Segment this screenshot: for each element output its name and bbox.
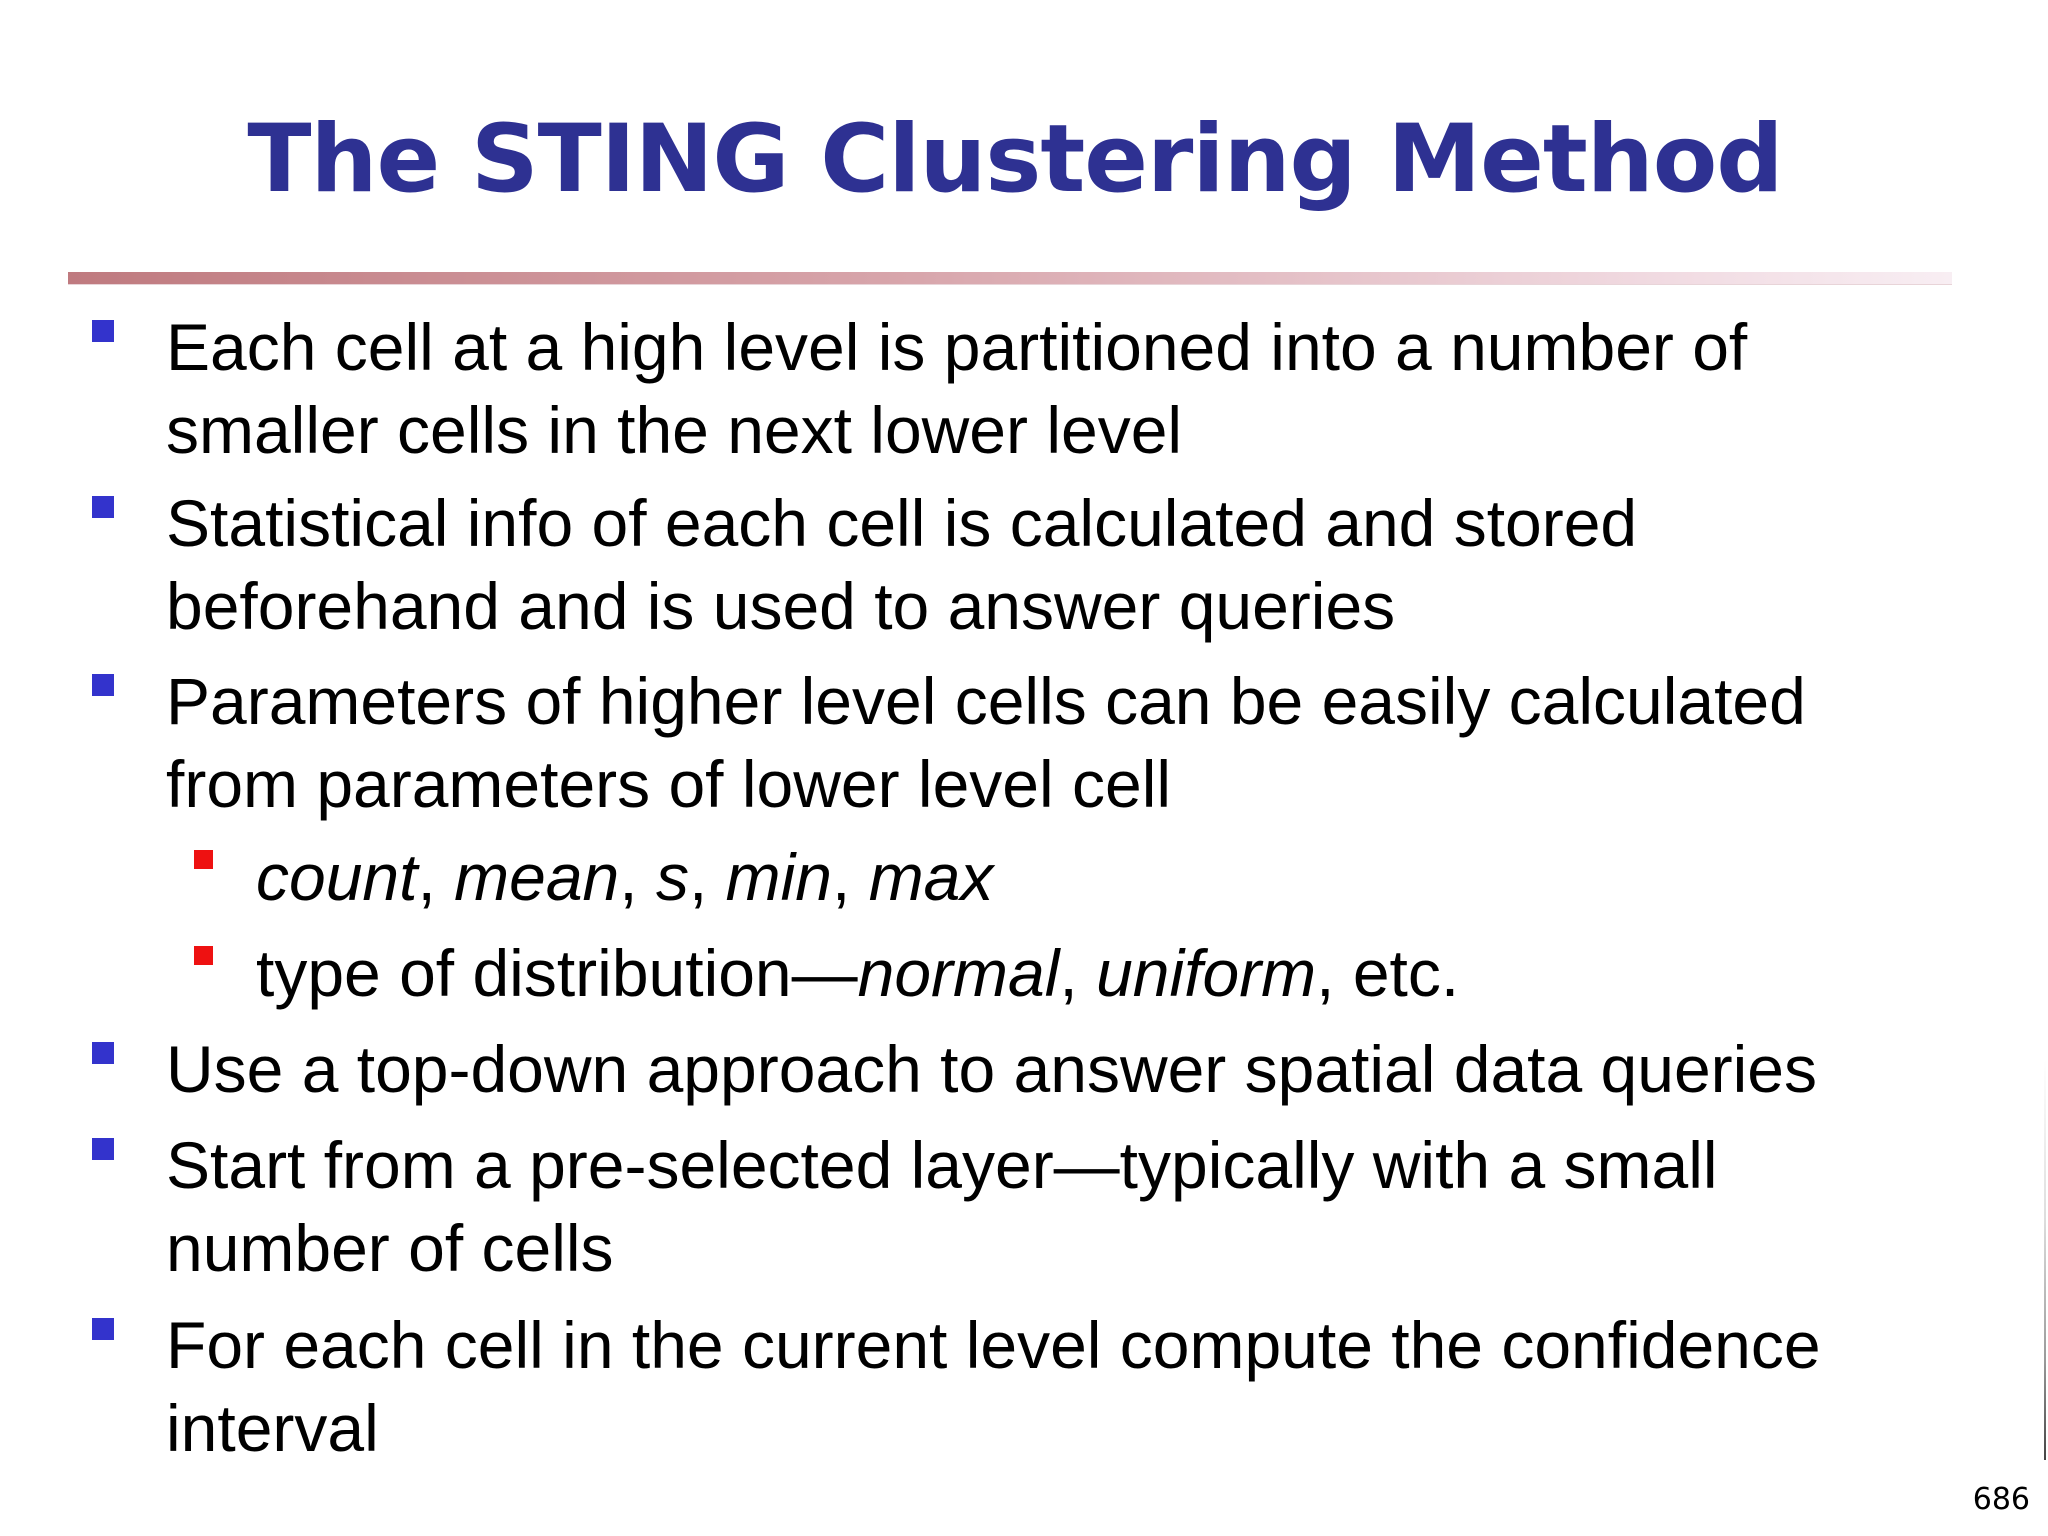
bullet-item: [166, 1028, 1926, 1111]
separator: ,: [688, 840, 726, 914]
square-sub-bullet-icon: [194, 946, 213, 965]
parameter-max: max: [868, 840, 994, 914]
parameter-s: s: [655, 840, 689, 914]
bullet-text: For each cell in the current level compute the confidence interval: [166, 1308, 1821, 1465]
slide-title: The STING Clustering Method: [247, 105, 1783, 214]
bullet-text: Statistical info of each cell is calculated and stored beforehand and is used to answer queries: [166, 486, 1638, 643]
distribution-label: type of distribution—: [256, 936, 858, 1010]
bullet-item: [166, 482, 1926, 648]
square-bullet-icon: [92, 496, 114, 518]
distribution-etc: , etc.: [1316, 936, 1460, 1010]
bullet-text: Start from a pre-selected layer—typically with a small number of cells: [166, 1128, 1718, 1285]
distribution-uniform: uniform: [1096, 936, 1317, 1010]
separator: ,: [417, 840, 455, 914]
square-sub-bullet-icon: [194, 850, 213, 869]
parameter-mean: mean: [454, 840, 620, 914]
bullet-text: Parameters of higher level cells can be easily calculated from parameters of lower level cell: [166, 664, 1806, 821]
edge-divider: [2044, 1060, 2046, 1460]
square-bullet-icon: [92, 674, 114, 696]
sub-bullet-item: [256, 932, 1936, 1015]
square-bullet-icon: [92, 1042, 114, 1064]
bullet-item: [166, 1304, 1926, 1470]
square-bullet-icon: [92, 1318, 114, 1340]
square-bullet-icon: [92, 320, 114, 342]
bullet-text: Use a top-down approach to answer spatial data queries: [166, 1032, 1817, 1106]
separator: ,: [1059, 936, 1097, 1010]
page-number: 686: [1972, 1482, 2030, 1517]
sub-bullet-item: [256, 836, 1936, 919]
bullet-text: Each cell at a high level is partitioned into a number of smaller cells in the next lower level: [166, 310, 1748, 467]
square-bullet-icon: [92, 1138, 114, 1160]
separator: ,: [832, 840, 869, 914]
parameter-min: min: [725, 840, 832, 914]
separator: ,: [619, 840, 656, 914]
bullet-item: [166, 1124, 1926, 1290]
bullet-item: [166, 306, 1926, 472]
bullet-item: [166, 660, 1926, 826]
parameter-count: count: [256, 840, 418, 914]
distribution-normal: normal: [857, 936, 1060, 1010]
